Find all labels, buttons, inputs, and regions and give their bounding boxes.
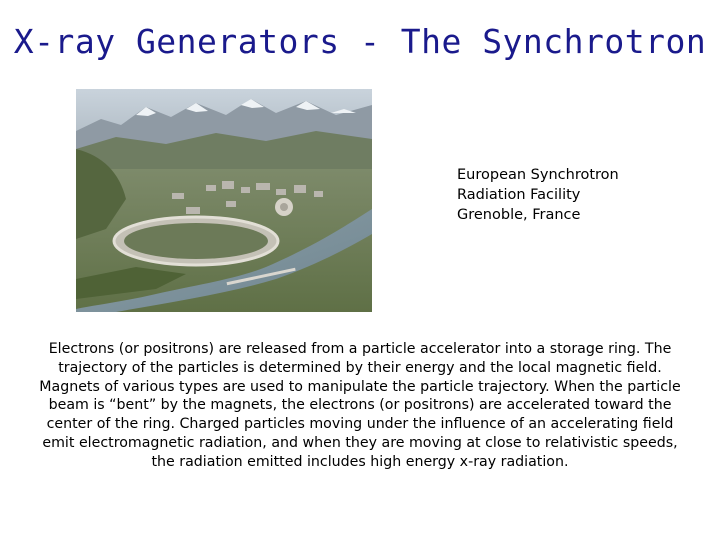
caption-line: Grenoble, France [457,207,581,223]
photo-caption [457,165,619,225]
aerial-photo-image [76,89,372,312]
caption-line: European Synchrotron [457,167,619,183]
synchrotron-aerial-photo [76,89,372,312]
slide-title: X-ray Generators - The Synchrotron [13,22,707,61]
description-paragraph: Electrons (or positrons) are released from a particle accelerator into a storage ring. The trajectory of the particles is determined by their energy and the local magnetic field. Magnets of various types are used to manipulate the particle trajectory. When the particle beam is “bent” by the magnets, the electrons (or positrons) are accelerated toward the center of the ring. Charged particles moving under the influence of an accelerating field emit electromagnetic radiation, and when they are moving at close to relativistic speeds, the radiation emitted includes high energy x-ray radiation. [39,341,681,470]
caption-line: Radiation Facility [457,187,581,203]
